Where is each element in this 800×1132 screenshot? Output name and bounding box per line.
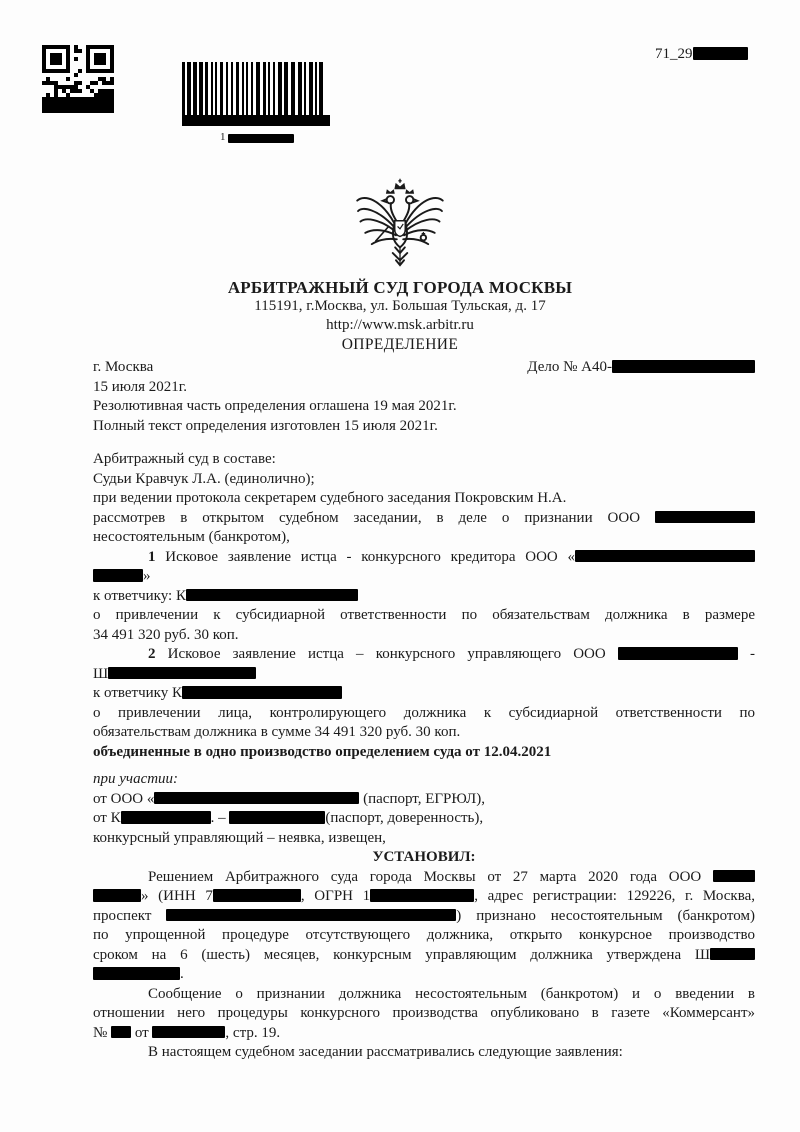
text-line [93, 1024, 755, 1044]
text-line [93, 723, 755, 743]
text-segment: объединенные в одно производство определением суда от 12.04.2021 [93, 743, 552, 760]
text-segment: при участии: [93, 771, 179, 787]
text-segment: » (ИНН 7 [141, 888, 213, 904]
text-line [93, 926, 755, 946]
letterhead [0, 278, 800, 354]
right-crown [405, 189, 414, 193]
text-segment: при ведении протокола секретарем судебного заседания Покровским Н.А. [93, 490, 567, 506]
text-segment: - [737, 646, 755, 662]
redaction-bar [182, 686, 342, 699]
redaction-bar [93, 967, 180, 980]
text-segment: о привлечении лица, контролирующего должника к субсидиарной ответственности по [93, 704, 755, 721]
text-segment: обязательствам должника в сумме 34 491 320 руб. 30 коп. [93, 724, 461, 740]
redaction-bar [370, 889, 474, 902]
text-segment: 34 491 320 руб. 30 коп. [93, 626, 239, 643]
text-segment: Арбитражный суд в составе: [93, 451, 276, 467]
text-line [93, 397, 755, 417]
text-segment: проспект [93, 907, 167, 924]
text-segment: от К [93, 810, 121, 826]
text-line [93, 809, 755, 829]
text-line [93, 868, 755, 888]
text-segment: о привлечении к субсидиарной ответственности по обязательствам должника в размере [93, 607, 755, 623]
text-segment: сроком на 6 (шесть) месяцев, конкурсным управляющим должника утверждена Ш [93, 946, 710, 963]
text-line [93, 770, 755, 790]
text-segment: г. Москва [93, 359, 154, 375]
text-line [93, 887, 755, 907]
court-name: АРБИТРАЖНЫЙ СУД ГОРОДА МОСКВЫ [227, 278, 573, 297]
court-website: http://www.msk.arbitr.ru [326, 317, 474, 333]
text-segment: рассмотрев в открытом судебном заседании, в деле о признании ООО [93, 509, 655, 526]
text-line [93, 509, 755, 529]
redaction-bar [575, 550, 755, 563]
court-address: 115191, г.Москва, ул. Большая Тульская, д. 17 [254, 298, 546, 314]
qr-code [42, 45, 114, 118]
text-segment: Полный текст определения изготовлен 15 июля 2021г. [93, 417, 438, 434]
text-segment: Сообщение о признании должника несостоятельным (банкротом) и о введении в [148, 985, 755, 1002]
text-line [93, 829, 755, 849]
central-crown [394, 183, 405, 189]
ref-prefix: 71_29 [655, 46, 693, 62]
text-segment: (паспорт, ЕГРЮЛ), [359, 790, 485, 807]
redaction-bar [152, 1026, 225, 1039]
barcode-digit: 1 [220, 131, 226, 143]
text-line [93, 606, 755, 626]
redaction-bar [229, 811, 325, 824]
text-line [93, 626, 755, 646]
text-segment: к ответчику: К [93, 587, 186, 604]
redaction-bar [121, 811, 211, 824]
redaction-bar [186, 589, 358, 602]
spacer [93, 762, 755, 770]
text-segment: В настоящем судебном заседании рассматривались следующие заявления: [148, 1044, 623, 1060]
text-segment: ) признано несостоятельным (банкротом) [456, 907, 755, 924]
redaction-bar [612, 360, 755, 373]
qr-code-image [42, 45, 114, 113]
text-segment: , стр. 19. [225, 1024, 281, 1041]
text-segment: Дело № А40- [527, 359, 612, 375]
spacer [93, 436, 755, 450]
document-body [93, 358, 755, 1063]
text-line [93, 743, 755, 763]
text-segment: Исковое заявление истца - конкурсного кредитора ООО « [155, 548, 575, 565]
text-segment: (паспорт, доверенность), [325, 810, 484, 826]
redaction-bar [154, 792, 359, 805]
barcode-image [182, 62, 330, 126]
document-type-title: ОПРЕДЕЛЕНИЕ [341, 336, 459, 353]
text-segment: Исковое заявление истца – конкурсного управляющего ООО [155, 646, 618, 662]
text-line [93, 417, 755, 437]
text-line [93, 1043, 755, 1063]
redaction-bar [166, 909, 456, 922]
text-line [93, 665, 755, 685]
text-segment: , адрес регистрации: 129226, г. Москва, [474, 888, 756, 904]
redaction-bar [655, 511, 755, 524]
line-right-group [527, 358, 755, 378]
redaction-bar [93, 889, 141, 902]
text-line [93, 528, 755, 548]
text-segment: несостоятельным (банкротом), [93, 529, 290, 545]
redaction-bar [618, 647, 738, 660]
text-line [93, 548, 755, 568]
redaction-bar [213, 889, 301, 902]
redaction-bar [111, 1026, 131, 1039]
text-segment: к ответчику К [93, 685, 183, 701]
text-line [93, 965, 755, 985]
barcode-number [182, 132, 330, 143]
text-segment: » [143, 568, 151, 584]
text-line [93, 985, 755, 1005]
text-segment: Ш [93, 665, 109, 682]
text-line [93, 489, 755, 509]
text-line [93, 848, 755, 868]
text-line [93, 587, 755, 607]
text-line [93, 450, 755, 470]
text-segment: отношении него процедуры конкурсного производства опубликовано в газете «Коммерсант» [93, 1005, 755, 1021]
text-line [93, 704, 755, 724]
text-line [93, 470, 755, 490]
text-segment: Решением Арбитражного суда города Москвы от 27 марта 2020 года ООО [148, 868, 713, 885]
text-segment: . [180, 966, 184, 982]
text-segment: от [131, 1024, 153, 1041]
barcode [182, 62, 330, 143]
text-line [93, 378, 755, 398]
coat-of-arms-emblem [350, 178, 450, 278]
redaction-bar [108, 667, 256, 680]
redaction-bar [713, 870, 755, 883]
redaction-bar [93, 569, 143, 582]
redaction-bar [228, 134, 294, 143]
text-line [93, 684, 755, 704]
redaction-bar [710, 948, 755, 961]
text-segment: 2 [148, 646, 156, 662]
text-line [93, 567, 755, 587]
text-segment: Судьи Кравчук Л.А. (единолично); [93, 470, 315, 487]
text-line [93, 790, 755, 810]
text-segment: 1 [148, 548, 156, 565]
left-crown [386, 189, 395, 193]
text-line [93, 1004, 755, 1024]
text-segment: от ООО « [93, 790, 155, 807]
text-line [93, 358, 755, 378]
text-line [93, 946, 755, 966]
text-segment: конкурсный управляющий – неявка, извещен, [93, 829, 386, 846]
text-segment: УСТАНОВИЛ: [372, 849, 476, 865]
redaction-bar [693, 47, 748, 60]
text-segment: , ОГРН 1 [300, 888, 371, 904]
text-line [93, 907, 755, 927]
text-line [93, 645, 755, 665]
line-left-group [93, 358, 153, 378]
text-segment: . – [210, 810, 230, 826]
text-segment: № [93, 1024, 112, 1041]
text-segment: Резолютивная часть определения оглашена 19 мая 2021г. [93, 398, 457, 414]
doc-ref-number [655, 46, 748, 63]
text-segment: 15 июля 2021г. [93, 378, 187, 395]
text-segment: по упрощенной процедуре отсутствующего должника, открыто конкурсное производство [93, 927, 755, 943]
